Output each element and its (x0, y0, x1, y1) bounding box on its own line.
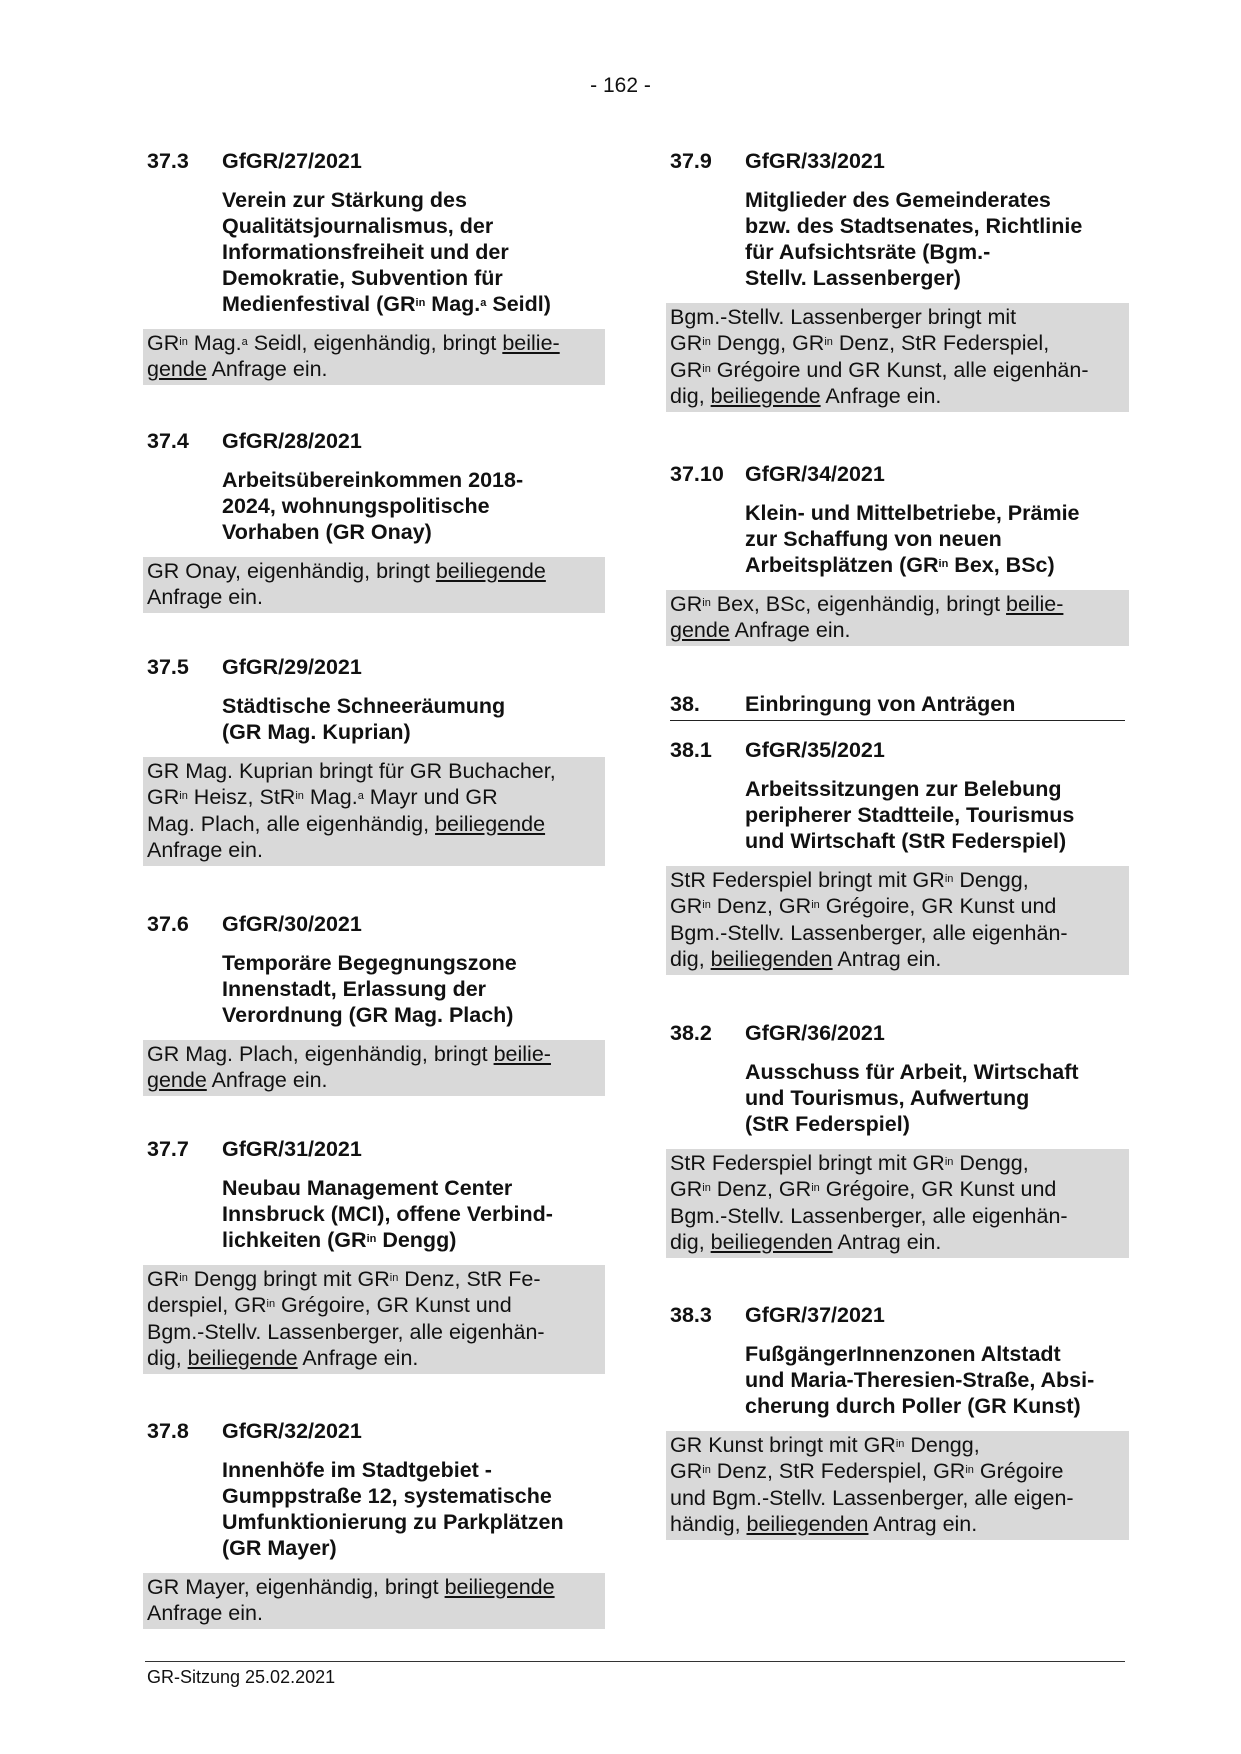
item-reference: GfGR/31/2021 (222, 1137, 362, 1161)
item-reference: GfGR/28/2021 (222, 429, 362, 453)
agenda-item-37-5 (147, 654, 601, 866)
item-description: StR Federspiel bringt mit $GR^{in}$ Dengg, $GR^{in}$ Denz, $GR^{in}$ Grégoire, GR Kunst und Bgm.-Stellv. Lassenberger, alle eigenhän- dig, beiliegenden Antrag ein. (666, 1149, 1129, 1258)
item-number: 38.3 (670, 1303, 712, 1327)
item-description: $GR^{in}$ Dengg bringt mit $GR^{in}$ Denz, StR Fe- derspiel, $GR^{in}$ Grégoire, GR Kunst und Bgm.-Stellv. Lassenberger, alle eigenhän- dig, beiliegende Anfrage ein. (143, 1265, 605, 1374)
item-reference: GfGR/33/2021 (745, 149, 885, 173)
item-reference: GfGR/35/2021 (745, 738, 885, 762)
item-title: Neubau Management Center Innsbruck (MCI), offene Verbind- lichkeiten ($GR^{in}$ Dengg) (222, 1176, 553, 1252)
item-reference: GfGR/36/2021 (745, 1021, 885, 1045)
section-heading (670, 691, 1125, 721)
page-number: - 162 - (590, 74, 651, 97)
section-38 (670, 691, 1125, 721)
section-number: 38. (670, 692, 700, 716)
item-reference: GfGR/32/2021 (222, 1419, 362, 1443)
footer-text: GR-Sitzung 25.02.2021 (147, 1667, 336, 1687)
item-number: 38.2 (670, 1021, 712, 1045)
item-reference: GfGR/27/2021 (222, 149, 362, 173)
agenda-item-37-3 (147, 148, 601, 385)
item-title: Temporäre Begegnungszone Innenstadt, Erlassung der Verordnung (GR Mag. Plach) (222, 951, 517, 1027)
item-heading (147, 654, 601, 680)
item-heading (670, 1302, 1125, 1328)
item-description: GR Mag. Kuprian bringt für GR Buchacher, $GR^{in}$ Heisz, StR$^{in}$ Mag.$^a$ Mayr und GR Mag. Plach, alle eigenhändig, beiliegende Anfrage ein. (143, 757, 605, 866)
item-number: 37.4 (147, 429, 189, 453)
item-title: Arbeitssitzungen zur Belebung peripherer Stadtteile, Tourismus und Wirtschaft (StR Federspiel) (745, 777, 1075, 853)
item-title: Ausschuss für Arbeit, Wirtschaft und Tourismus, Aufwertung (StR Federspiel) (745, 1060, 1079, 1136)
item-reference: GfGR/29/2021 (222, 655, 362, 679)
item-heading (670, 1020, 1125, 1046)
item-title: Städtische Schneeräumung (GR Mag. Kuprian) (222, 694, 506, 744)
item-number: 37.7 (147, 1137, 189, 1161)
agenda-item-37-9 (670, 148, 1125, 412)
agenda-item-37-4 (147, 428, 601, 613)
section-title: Einbringung von Anträgen (745, 692, 1016, 716)
agenda-item-38-1 (670, 737, 1125, 975)
agenda-item-37-7 (147, 1136, 601, 1374)
item-description: GR Onay, eigenhändig, bringt beiliegende Anfrage ein. (143, 557, 605, 613)
item-title: Arbeitsübereinkommen 2018- 2024, wohnungspolitische Vorhaben (GR Onay) (222, 468, 524, 544)
item-number: 37.9 (670, 149, 712, 173)
item-title: Innenhöfe im Stadtgebiet - Gumppstraße 12, systematische Umfunktionierung zu Parkplätzen (GR Mayer) (222, 1458, 564, 1560)
item-number: 37.10 (670, 462, 724, 486)
item-description: Bgm.-Stellv. Lassenberger bringt mit $GR^{in}$ Dengg, $GR^{in}$ Denz, StR Federspiel, $GR^{in}$ Grégoire und GR Kunst, alle eigenhän- dig, beiliegende Anfrage ein. (666, 303, 1129, 412)
item-heading (147, 148, 601, 174)
item-heading (147, 911, 601, 937)
agenda-item-37-10 (670, 461, 1125, 646)
item-heading (670, 461, 1125, 487)
item-heading (147, 428, 601, 454)
item-title: FußgängerInnenzonen Altstadt und Maria-Theresien-Straße, Absi- cherung durch Poller (GR Kunst) (745, 1342, 1095, 1418)
item-title: Klein- und Mittelbetriebe, Prämie zur Schaffung von neuen Arbeitsplätzen ($GR^{in}$ Bex, BSc) (745, 501, 1080, 577)
item-heading (147, 1418, 601, 1444)
item-description: GR Mag. Plach, eigenhändig, bringt beilie- gende Anfrage ein. (143, 1040, 605, 1096)
item-description: GR Mayer, eigenhändig, bringt beiliegende Anfrage ein. (143, 1573, 605, 1629)
agenda-item-37-8 (147, 1418, 601, 1629)
item-description: StR Federspiel bringt mit $GR^{in}$ Dengg, $GR^{in}$ Denz, $GR^{in}$ Grégoire, GR Kunst und Bgm.-Stellv. Lassenberger, alle eigenhän- dig, beiliegenden Antrag ein. (666, 866, 1129, 975)
agenda-item-37-6 (147, 911, 601, 1096)
item-number: 37.3 (147, 149, 189, 173)
item-title: Mitglieder des Gemeinderates bzw. des Stadtsenates, Richtlinie für Aufsichtsräte (Bgm.- Stellv. Lassenberger) (745, 188, 1083, 290)
item-reference: GfGR/34/2021 (745, 462, 885, 486)
item-number: 37.6 (147, 912, 189, 936)
agenda-item-38-2 (670, 1020, 1125, 1258)
item-number: 37.5 (147, 655, 189, 679)
item-description: $GR^{in}$ Mag.$^a$ Seidl, eigenhändig, bringt beilie- gende Anfrage ein. (143, 329, 605, 385)
item-description: GR Kunst bringt mit $GR^{in}$ Dengg, $GR^{in}$ Denz, StR Federspiel, $GR^{in}$ Grégoire und Bgm.-Stellv. Lassenberger, alle eigen- händig, beiliegenden Antrag ein. (666, 1431, 1129, 1540)
agenda-item-38-3 (670, 1302, 1125, 1540)
footer-divider (145, 1661, 1125, 1662)
item-heading (670, 148, 1125, 174)
item-reference: GfGR/37/2021 (745, 1303, 885, 1327)
item-description: $GR^{in}$ Bex, BSc, eigenhändig, bringt beilie- gende Anfrage ein. (666, 590, 1129, 646)
item-heading (670, 737, 1125, 763)
item-heading (147, 1136, 601, 1162)
item-title: Verein zur Stärkung des Qualitätsjournalismus, der Informationsfreiheit und der Demokratie, Subvention für Medienfestival ($GR^{in}$ Mag.$^a$ Seidl) (222, 188, 551, 316)
item-reference: GfGR/30/2021 (222, 912, 362, 936)
item-number: 37.8 (147, 1419, 189, 1443)
item-number: 38.1 (670, 738, 712, 762)
